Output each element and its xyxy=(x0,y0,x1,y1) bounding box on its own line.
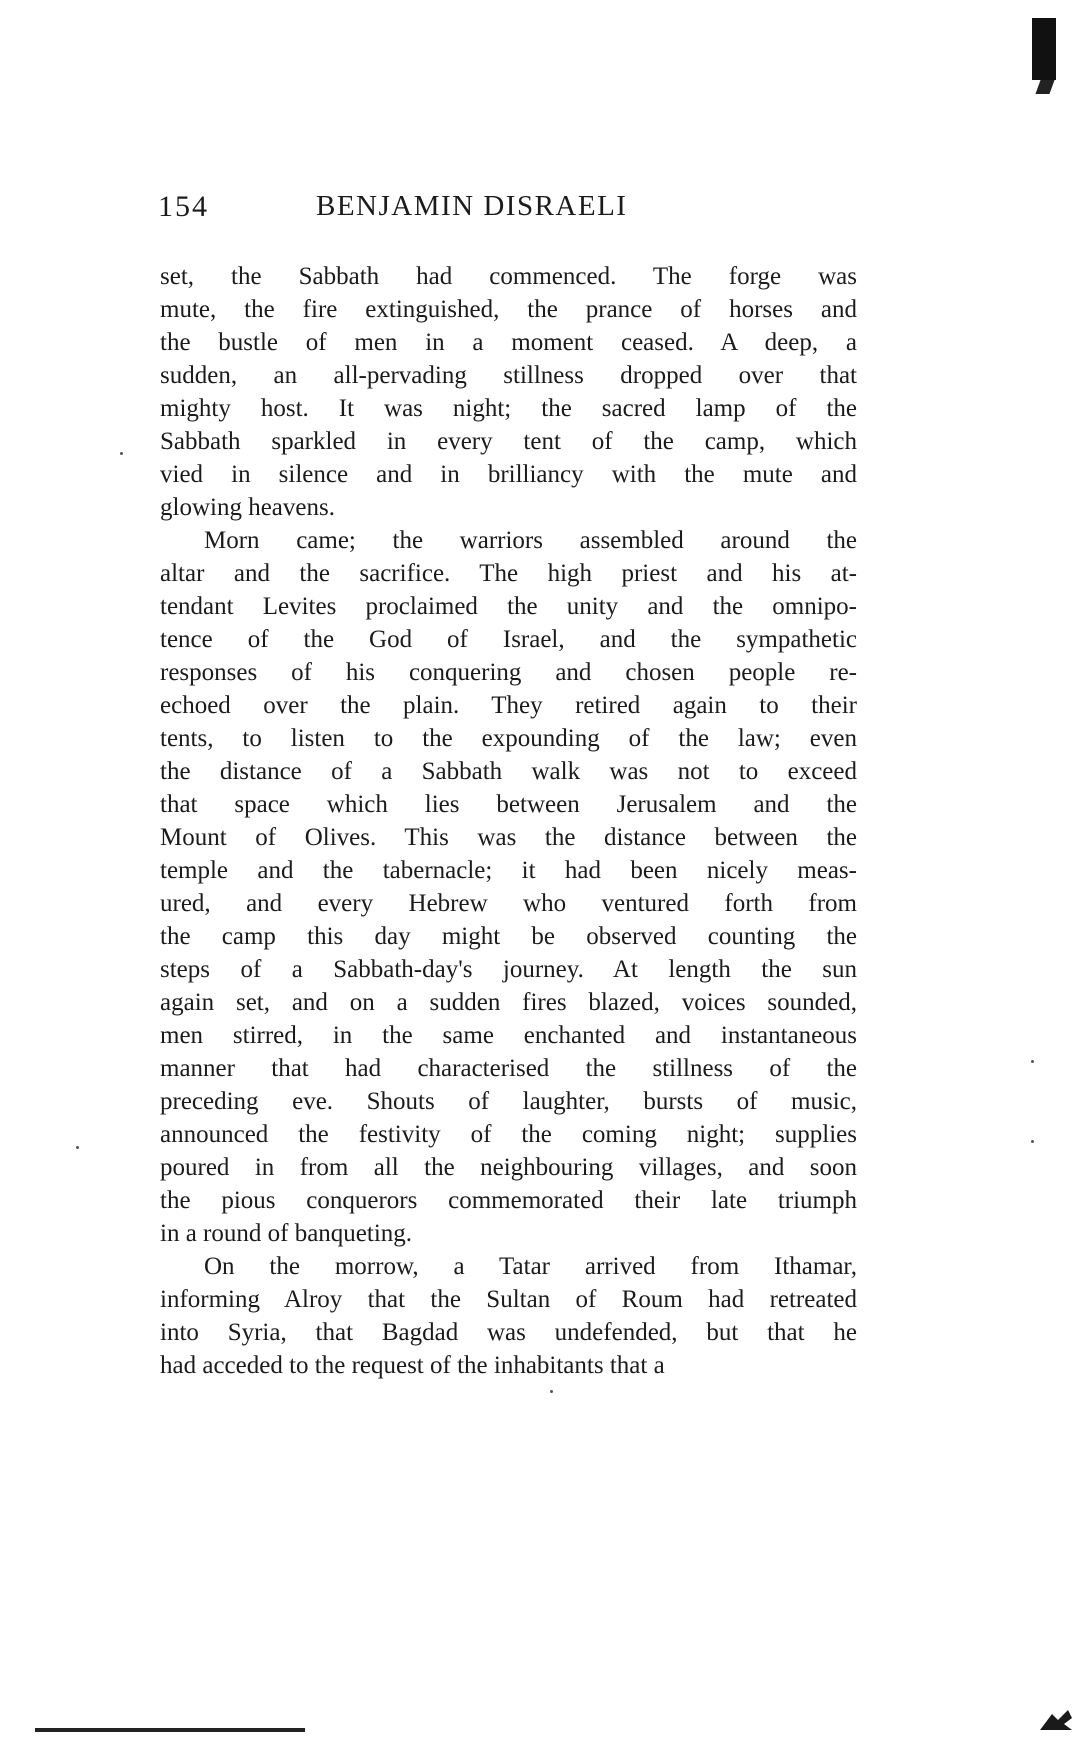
scan-speck xyxy=(120,452,123,455)
text-line: temple and the tabernacle; it had been nicely meas- xyxy=(160,857,857,884)
text-line: again set, and on a sudden fires blazed, voices sounded, xyxy=(160,989,857,1016)
scan-speck xyxy=(1031,1060,1034,1063)
paragraph xyxy=(160,524,857,1250)
text-line: Sabbath sparkled in every tent of the camp, which xyxy=(160,428,857,455)
text-line: responses of his conquering and chosen people re- xyxy=(160,659,857,686)
text-line: the pious conquerors commemorated their late triumph xyxy=(160,1187,857,1214)
text-line: the camp this day might be observed counting the xyxy=(160,923,857,950)
text-line: glowing heavens. xyxy=(160,494,335,521)
text-line: Morn came; the warriors assembled around the xyxy=(204,527,857,554)
text-line: ured, and every Hebrew who ventured forth from xyxy=(160,890,857,917)
text-line: that space which lies between Jerusalem and the xyxy=(160,791,857,818)
text-line: set, the Sabbath had commenced. The forge was xyxy=(160,263,857,290)
text-line: vied in silence and in brilliancy with the mute and xyxy=(160,461,857,488)
text-line: mute, the fire extinguished, the prance of horses and xyxy=(160,296,857,323)
text-line: poured in from all the neighbouring villages, and soon xyxy=(160,1154,857,1181)
text-line: informing Alroy that the Sultan of Roum had retreated xyxy=(160,1286,857,1313)
scan-speck xyxy=(550,1390,553,1393)
running-title: BENJAMIN DISRAELI xyxy=(316,190,628,222)
text-line: the distance of a Sabbath walk was not to exceed xyxy=(160,758,857,785)
text-line: altar and the sacrifice. The high priest and his at- xyxy=(160,560,857,587)
text-line: announced the festivity of the coming night; supplies xyxy=(160,1121,857,1148)
text-line: tents, to listen to the expounding of the law; even xyxy=(160,725,857,752)
paragraph xyxy=(160,260,857,524)
text-line: tendant Levites proclaimed the unity and the omnipo- xyxy=(160,593,857,620)
text-line: On the morrow, a Tatar arrived from Ithamar, xyxy=(204,1253,857,1280)
scan-edge-mark xyxy=(1032,18,1056,80)
page-number: 154 xyxy=(158,190,209,223)
text-line: men stirred, in the same enchanted and instantaneous xyxy=(160,1022,857,1049)
page-header xyxy=(158,190,858,240)
text-line: into Syria, that Bagdad was undefended, but that he xyxy=(160,1319,857,1346)
paragraph xyxy=(160,1250,857,1382)
text-line: the bustle of men in a moment ceased. A deep, a xyxy=(160,329,857,356)
text-line: preceding eve. Shouts of laughter, bursts of music, xyxy=(160,1088,857,1115)
text-line: sudden, an all-pervading stillness dropped over that xyxy=(160,362,857,389)
text-line: tence of the God of Israel, and the sympathetic xyxy=(160,626,857,653)
text-line: manner that had characterised the stillness of the xyxy=(160,1055,857,1082)
scan-bottom-rule xyxy=(35,1728,305,1732)
text-line: steps of a Sabbath-day's journey. At length the sun xyxy=(160,956,857,983)
text-line: mighty host. It was night; the sacred lamp of the xyxy=(160,395,857,422)
scan-speck xyxy=(76,1146,79,1149)
text-line: Mount of Olives. This was the distance between the xyxy=(160,824,857,851)
text-line: echoed over the plain. They retired again to their xyxy=(160,692,857,719)
text-line: had acceded to the request of the inhabitants that a xyxy=(160,1352,665,1379)
scan-corner-mark xyxy=(1038,1708,1074,1732)
scan-speck xyxy=(1031,1140,1034,1143)
text-line: in a round of banqueting. xyxy=(160,1220,413,1247)
body-text xyxy=(160,260,857,1382)
